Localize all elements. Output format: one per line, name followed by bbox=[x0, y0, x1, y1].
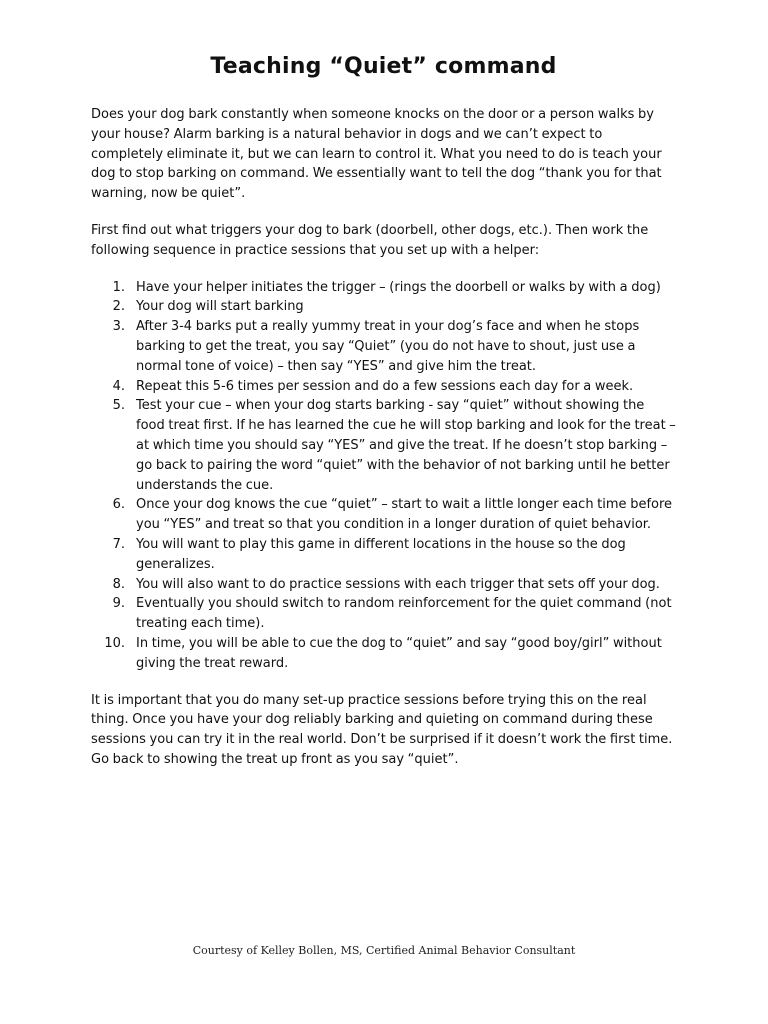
step-number: 5. bbox=[112, 398, 125, 414]
step-number: 4. bbox=[112, 378, 125, 394]
step-text: You will want to play this game in different locations in the house so the dog generalizes. bbox=[136, 536, 626, 572]
step-number: 1. bbox=[112, 279, 125, 295]
setup-paragraph: First find out what triggers your dog to bark (doorbell, other dogs, etc.). Then work the following sequence in practice sessions that you set up with a helper: bbox=[91, 222, 649, 258]
step-text: Have your helper initiates the trigger – (rings the doorbell or walks by with a dog) bbox=[136, 279, 661, 295]
step-number: 6. bbox=[112, 497, 125, 513]
step-text: After 3-4 barks put a really yummy treat in your dog’s face and when he stops barking to get the treat, you say “Quiet” (you do not have to shout, just use a normal tone of voice) – then say “YES” and give him the treat. bbox=[136, 319, 640, 374]
step-number: 10. bbox=[104, 635, 125, 651]
list-item bbox=[91, 634, 676, 674]
footer-credit: Courtesy of Kelley Bollen, MS, Certified Animal Behavior Consultant bbox=[192, 944, 576, 957]
steps-list bbox=[91, 278, 676, 674]
list-item bbox=[91, 297, 676, 317]
step-number: 9. bbox=[112, 596, 125, 612]
intro-paragraph: Does your dog bark constantly when someone knocks on the door or a person walks by your house? Alarm barking is a natural behavior in dogs and we can’t expect to completely eliminate it, but we can learn to control it. What you need to do is teach your dog to stop barking on command. We essentially want to tell the dog “thank you for that warning, now be quiet”. bbox=[91, 107, 662, 202]
step-number: 2. bbox=[112, 299, 125, 315]
step-text: You will also want to do practice sessions with each trigger that sets off your dog. bbox=[136, 576, 660, 592]
document-title: Teaching “Quiet” command bbox=[210, 54, 557, 79]
closing-paragraph: It is important that you do many set-up practice sessions before trying this on the real thing. Once you have your dog reliably barking and quieting on command during these sessions you can try it in the real world. Don’t be surprised if it doesn’t work the first time. Go back to showing the treat up front as you say “quiet”. bbox=[91, 692, 673, 767]
step-text: Test your cue – when your dog starts barking - say “quiet” without showing the food treat first. If he has learned the cue he will stop barking and look for the treat – at which time you should say “YES” and give the treat. If he doesn’t stop barking – go back to pairing the word “quiet” with the behavior of not barking until he better understands the cue. bbox=[136, 398, 676, 493]
step-text: Your dog will start barking bbox=[136, 299, 304, 315]
list-item bbox=[91, 575, 676, 595]
list-item bbox=[91, 535, 676, 575]
list-item bbox=[91, 594, 676, 634]
list-item bbox=[91, 495, 676, 535]
step-number: 7. bbox=[112, 536, 125, 552]
list-item bbox=[91, 278, 676, 298]
list-item bbox=[91, 377, 676, 397]
step-number: 3. bbox=[112, 319, 125, 335]
list-item bbox=[91, 396, 676, 495]
step-text: Once your dog knows the cue “quiet” – start to wait a little longer each time before you “YES” and treat so that you condition in a longer duration of quiet behavior. bbox=[136, 497, 673, 533]
step-text: In time, you will be able to cue the dog to “quiet” and say “good boy/girl” without giving the treat reward. bbox=[136, 635, 662, 671]
step-text: Eventually you should switch to random reinforcement for the quiet command (not treating each time). bbox=[136, 596, 672, 632]
list-item bbox=[91, 317, 676, 376]
step-text: Repeat this 5-6 times per session and do a few sessions each day for a week. bbox=[136, 378, 634, 394]
step-number: 8. bbox=[112, 576, 125, 592]
